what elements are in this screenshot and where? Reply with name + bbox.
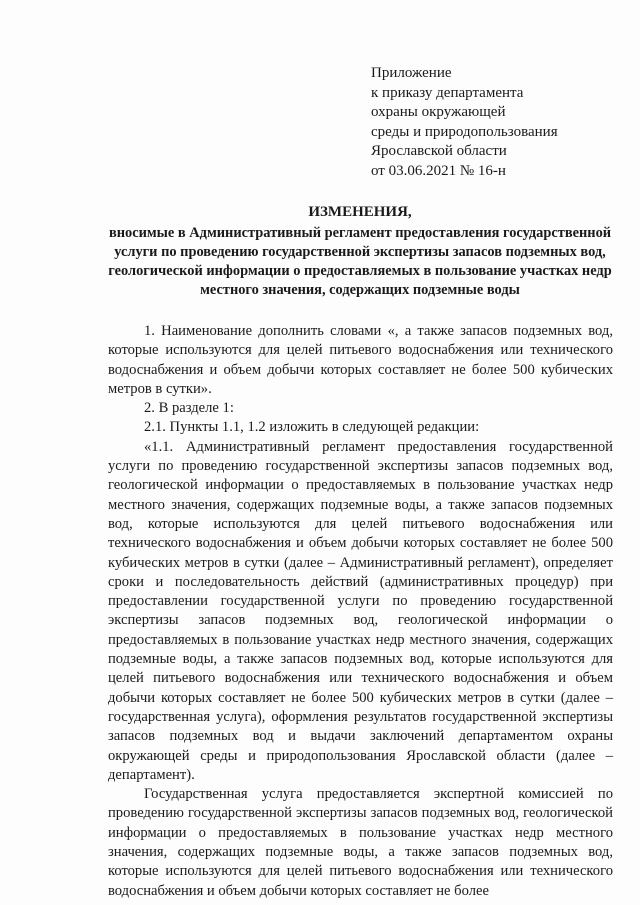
document-heading — [100, 203, 620, 300]
paragraph-4: «1.1. Административный регламент предоставления государственной услуги по проведению государственной экспертизы запасов подземных вод, геологической информации о предоставляемых в пользование участках недр местного значения, содержащих подземные воды, а также запасов подземных вод, которые используются для целей питьевого водоснабжения или технического водоснабжения и объем добычи которых составляет не более 500 кубических метров в сутки (далее – Административный регламент), определяет сроки и последовательность действий (административных процедур) при предоставлении государственной услуги по проведению государственной экспертизы запасов подземных вод, геологической информации о предоставляемых в пользование участках недр местного значения, содержащих подземные воды, а также запасов подземных вод, которые используются для целей питьевого водоснабжения или технического водоснабжения и объем добычи которых составляет не более 500 кубических метров в сутки (далее – государственная услуга), оформления результатов государственной экспертизы запасов подземных вод и выдачи заключений департаментом охраны окружающей среды и природопользования Ярославской области (далее – департамент). — [108, 438, 613, 783]
paragraph-5: Государственная услуга предоставляется экспертной комиссией по проведению государственной экспертизы запасов подземных вод, геологической информации о предоставляемых в пользование участках недр местного значения, содержащих подземные воды, а также запасов подземных вод, которые используются для целей питьевого водоснабжения или технического водоснабжения и объем добычи которых составляет не более — [108, 786, 613, 899]
paragraph-2: 2. В разделе 1: — [144, 400, 234, 417]
appendix-line: охраны окружающей — [371, 104, 506, 120]
paragraph-1: 1. Наименование дополнить словами «, а также запасов подземных вод, которые используются для целей питьевого водоснабжения или технического водоснабжения и объем добычи которых составляет не более 500 кубических метров в сутки». — [108, 323, 613, 397]
appendix-line: к приказу департамента — [371, 84, 524, 101]
document-title: ИЗМЕНЕНИЯ, — [308, 204, 412, 220]
appendix-line: Приложение — [371, 65, 452, 81]
appendix-line: от 03.06.2021 № 16-н — [371, 162, 506, 179]
appendix-line: Ярославской области — [371, 143, 507, 159]
appendix-line: среды и природопользования — [371, 123, 558, 140]
appendix-block — [371, 64, 558, 181]
document-body — [108, 322, 613, 901]
paragraph-3: 2.1. Пункты 1.1, 1.2 изложить в следующей редакции: — [144, 419, 480, 436]
document-subtitle: вносимые в Административный регламент предоставления государственной услуги по проведению государственной экспертизы запасов подземных вод, геологической информации о предоставляемых в пользование участках недр местного значения, содержащих подземные воды — [108, 225, 612, 298]
